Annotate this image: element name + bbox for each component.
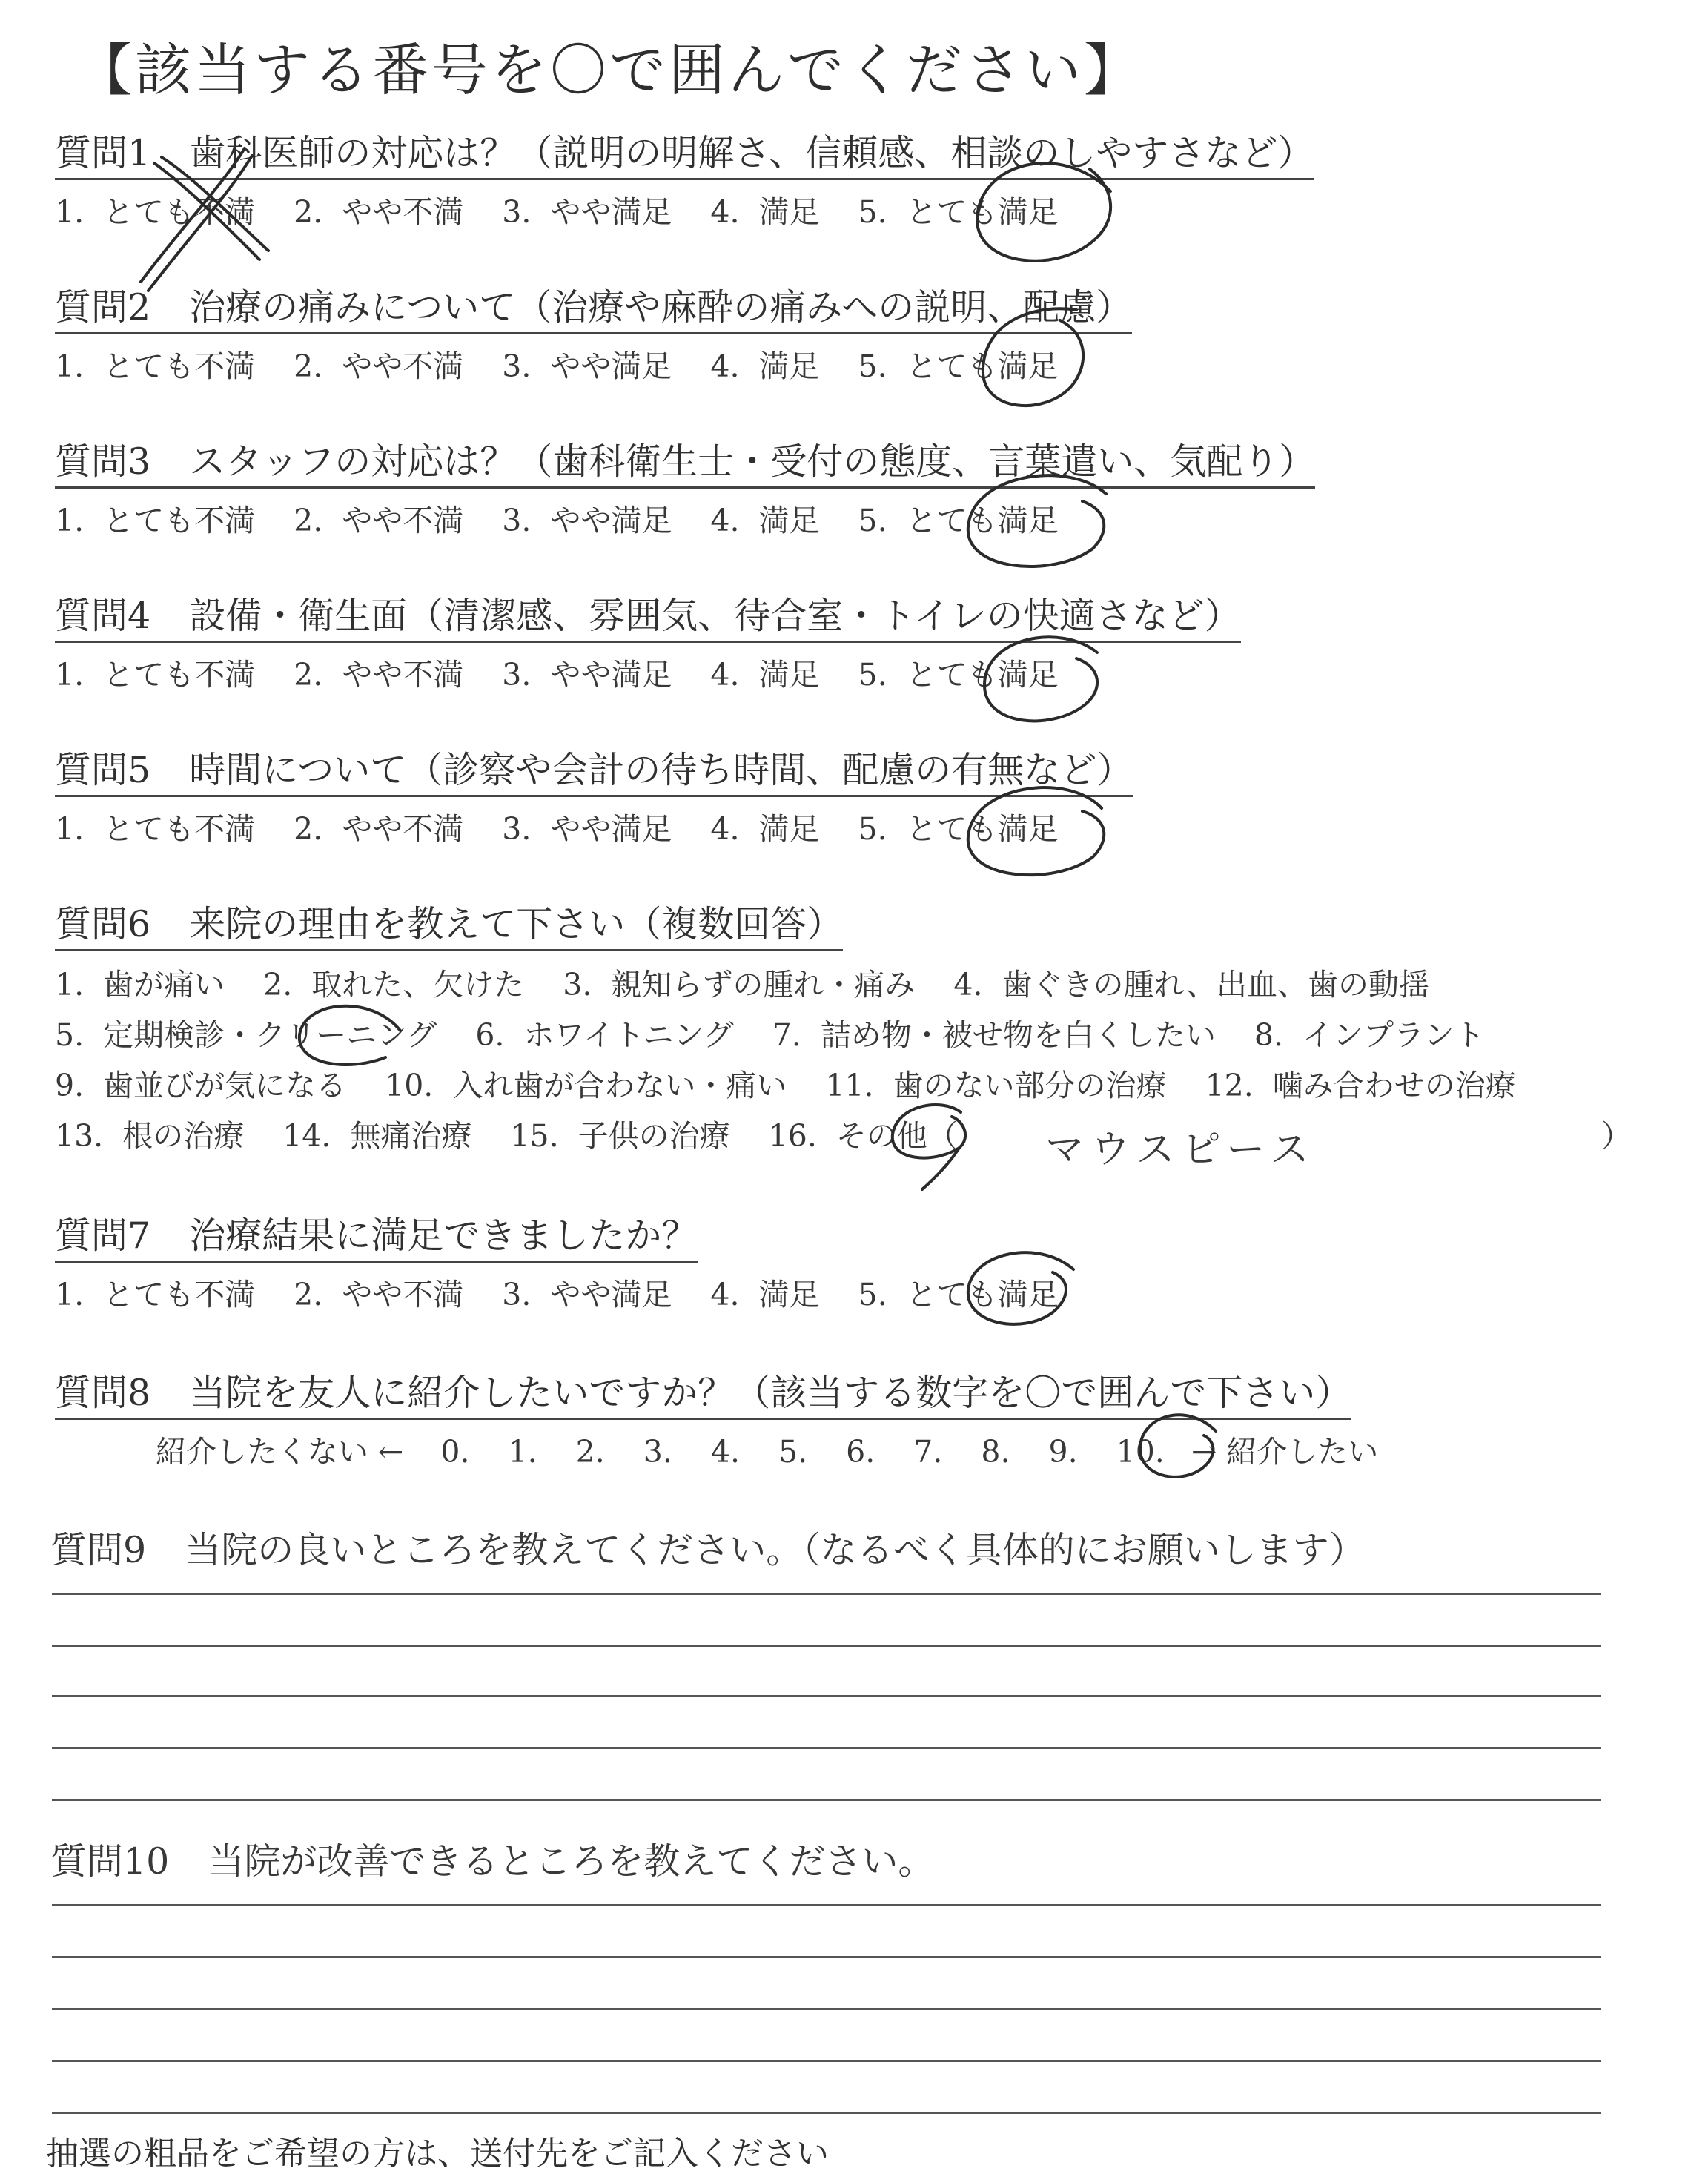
question-number: 質問7 xyxy=(55,1215,151,1257)
option-number: 4. xyxy=(710,811,740,847)
question-5-title xyxy=(55,750,1133,797)
question-text: 来院の理由を教えて下さい（複数回答） xyxy=(189,903,844,945)
option-label: 満足 xyxy=(758,811,820,847)
scale-value: 3. xyxy=(643,1434,672,1470)
option-label: やや不満 xyxy=(342,1277,464,1312)
question-number: 質問10 xyxy=(50,1840,170,1883)
pen-tick xyxy=(922,1148,959,1189)
option-number: 2. xyxy=(294,811,323,847)
option-number: 5. xyxy=(858,348,887,384)
option-label: やや満足 xyxy=(550,503,672,538)
scale-value: 5. xyxy=(778,1434,808,1470)
option-label: やや満足 xyxy=(550,811,672,847)
option-number: 1. xyxy=(55,503,85,538)
option-number: 3. xyxy=(502,811,532,847)
question-number: 質問8 xyxy=(55,1372,151,1414)
question-number: 質問6 xyxy=(55,903,151,945)
option-label: とても不満 xyxy=(103,811,256,847)
option-number: 3. xyxy=(563,967,592,1002)
option-label: 満足 xyxy=(758,1277,820,1312)
option-number: 9. xyxy=(55,1068,85,1103)
question-6-row-4 xyxy=(55,1120,958,1153)
option-label: 歯並びが気になる xyxy=(103,1068,347,1103)
option-number: 2. xyxy=(294,1277,323,1312)
option-number: 1. xyxy=(55,1277,85,1312)
question-text: 当院の良いところを教えてください。（なるべく具体的にお願いします） xyxy=(185,1529,1366,1571)
question-text: 時間について（診察や会計の待ち時間、配慮の有無など） xyxy=(189,749,1133,791)
option-label: 噛み合わせの治療 xyxy=(1272,1068,1516,1103)
option-label: その他（ xyxy=(835,1118,958,1154)
question-4-options xyxy=(55,658,1097,692)
option-label: とても満足 xyxy=(906,194,1059,230)
option-label: とても不満 xyxy=(103,348,256,384)
option-number: 3. xyxy=(502,657,532,693)
option-label: とても不満 xyxy=(103,657,256,693)
option-number: 3. xyxy=(502,194,532,230)
option-number: 4. xyxy=(710,503,740,538)
option-label: 根の治療 xyxy=(122,1118,245,1154)
scale-value: 7. xyxy=(913,1434,943,1470)
option-number: 5. xyxy=(55,1017,85,1053)
scale-value: 2. xyxy=(575,1434,605,1470)
option-number: 4. xyxy=(953,967,983,1002)
option-number: 5. xyxy=(858,194,887,230)
option-label: 入れ歯が合わない・痛い xyxy=(452,1068,787,1103)
option-label: とても満足 xyxy=(906,811,1059,847)
question-3-options xyxy=(55,504,1097,538)
option-number: 3. xyxy=(502,348,532,384)
option-number: 16. xyxy=(768,1118,817,1154)
option-number: 2. xyxy=(294,503,323,538)
option-number: 4. xyxy=(710,348,740,384)
question-text: 治療の痛みについて（治療や麻酔の痛みへの説明、配慮） xyxy=(189,286,1133,328)
option-label: とても不満 xyxy=(103,1277,256,1312)
option-number: 1. xyxy=(55,348,85,384)
option-label: やや不満 xyxy=(342,657,464,693)
answer-line xyxy=(52,2112,1601,2114)
option-number: 4. xyxy=(710,657,740,693)
option-label: 取れた、欠けた xyxy=(311,967,525,1002)
question-8-title xyxy=(55,1373,1351,1420)
option-number: 2. xyxy=(294,657,323,693)
option-label: 満足 xyxy=(758,348,820,384)
answer-line xyxy=(52,1593,1601,1595)
option-label: 定期検診・クリーニング xyxy=(103,1017,437,1053)
question-2-title xyxy=(55,288,1132,334)
option-label: 親知らずの腫れ・痛み xyxy=(611,967,916,1002)
question-6-title xyxy=(55,905,843,951)
option-number: 5. xyxy=(858,503,887,538)
option-number: 1. xyxy=(55,811,85,847)
option-number: 8. xyxy=(1254,1017,1283,1053)
option-label: とても満足 xyxy=(906,348,1059,384)
question-text: 当院を友人に紹介したいですか？（該当する数字を〇で囲んで下さい） xyxy=(189,1372,1352,1414)
question-6-row-3 xyxy=(55,1069,1555,1103)
option-label: やや不満 xyxy=(342,194,464,230)
scale-value: 4. xyxy=(710,1434,741,1470)
question-1-options xyxy=(55,196,1097,229)
option-number: 2. xyxy=(294,194,323,230)
option-label: やや満足 xyxy=(550,348,672,384)
option-label: とても満足 xyxy=(906,657,1059,693)
question-4-title xyxy=(55,596,1241,643)
option-number: 11. xyxy=(825,1068,874,1103)
option-number: 1. xyxy=(55,194,85,230)
other-close-paren: ） xyxy=(1601,1118,1632,1154)
question-1-title xyxy=(55,133,1314,180)
scale-value: 6. xyxy=(846,1434,875,1470)
answer-line xyxy=(52,1956,1601,1958)
option-label: やや満足 xyxy=(550,657,672,693)
option-number: 4. xyxy=(710,1277,740,1312)
option-label: やや満足 xyxy=(550,1277,672,1312)
answer-line xyxy=(52,2008,1601,2010)
option-label: インプラント xyxy=(1302,1017,1485,1053)
option-number: 6. xyxy=(475,1017,505,1053)
option-number: 2. xyxy=(294,348,323,384)
scale-left-label: 紹介したくない ← xyxy=(156,1434,404,1470)
question-text: 歯科医師の対応は？（説明の明解さ、信頼感、相談のしやすさなど） xyxy=(189,132,1314,174)
question-5-options xyxy=(55,813,1097,846)
question-number: 質問3 xyxy=(55,440,151,483)
option-number: 10. xyxy=(385,1068,434,1103)
option-label: やや満足 xyxy=(550,194,672,230)
option-label: とても満足 xyxy=(906,1277,1059,1312)
option-label: 満足 xyxy=(758,657,820,693)
question-9-title xyxy=(50,1530,1366,1570)
option-label: とても満足 xyxy=(906,503,1059,538)
question-3-title xyxy=(55,442,1315,489)
option-label: 歯のない部分の治療 xyxy=(893,1068,1167,1103)
question-text: 設備・衛生面（清潔感、雰囲気、待合室・トイレの快適さなど） xyxy=(189,595,1241,637)
option-number: 12. xyxy=(1205,1068,1254,1103)
option-label: 子供の治療 xyxy=(577,1118,730,1154)
option-number: 1. xyxy=(55,967,85,1002)
handwritten-other-answer: マウスピース xyxy=(1045,1128,1317,1172)
option-number: 15. xyxy=(510,1118,559,1154)
scale-value: 0. xyxy=(440,1434,470,1470)
option-number: 1. xyxy=(55,657,85,693)
footer-note: 抽選の粗品をご希望の方は、送付先をご記入ください xyxy=(46,2135,829,2173)
scale-value: 9. xyxy=(1048,1434,1078,1470)
answer-line xyxy=(52,2060,1601,2062)
question-6-row-1 xyxy=(55,968,1468,1002)
scale-value: 10. xyxy=(1116,1434,1165,1470)
scale-value: 8. xyxy=(981,1434,1010,1470)
question-text: スタッフの対応は？（歯科衛生士・受付の態度、言葉遣い、気配り） xyxy=(189,440,1316,483)
question-number: 質問4 xyxy=(55,595,151,637)
option-number: 5. xyxy=(858,811,887,847)
answer-line xyxy=(52,1645,1601,1647)
option-number: 7. xyxy=(772,1017,801,1053)
scale-value: 1. xyxy=(508,1434,537,1470)
option-label: とても不満 xyxy=(103,194,256,230)
option-label: とても不満 xyxy=(103,503,256,538)
answer-line xyxy=(52,1904,1601,1906)
option-label: 満足 xyxy=(758,194,820,230)
option-label: 歯が痛い xyxy=(103,967,225,1002)
option-number: 3. xyxy=(502,503,532,538)
option-label: やや不満 xyxy=(342,503,464,538)
question-number: 質問2 xyxy=(55,286,151,328)
question-text: 当院が改善できるところを教えてください。 xyxy=(208,1840,935,1883)
question-number: 質問5 xyxy=(55,749,151,791)
option-number: 5. xyxy=(858,1277,887,1312)
answer-line xyxy=(52,1695,1601,1697)
option-number: 4. xyxy=(710,194,740,230)
option-number: 2. xyxy=(263,967,293,1002)
question-7-title xyxy=(55,1216,698,1263)
question-10-title xyxy=(50,1842,934,1882)
option-label: 歯ぐきの腫れ、出血、歯の動揺 xyxy=(1002,967,1429,1002)
option-label: やや不満 xyxy=(342,348,464,384)
option-label: 満足 xyxy=(758,503,820,538)
option-number: 5. xyxy=(858,657,887,693)
question-number: 質問1 xyxy=(55,132,151,174)
answer-line xyxy=(52,1799,1601,1801)
option-label: ホワイトニング xyxy=(523,1017,734,1053)
question-7-options xyxy=(55,1278,1097,1312)
question-8-scale xyxy=(156,1435,1378,1469)
option-number: 3. xyxy=(502,1277,532,1312)
scale-right-label: → 紹介したい xyxy=(1191,1434,1379,1470)
option-label: 詰め物・被せ物を白くしたい xyxy=(820,1017,1216,1053)
option-label: やや不満 xyxy=(342,811,464,847)
option-number: 14. xyxy=(282,1118,331,1154)
question-6-row-2 xyxy=(55,1019,1523,1052)
answer-line xyxy=(52,1747,1601,1749)
option-label: 無痛治療 xyxy=(350,1118,472,1154)
question-text: 治療結果に満足できましたか？ xyxy=(189,1215,698,1257)
question-2-options xyxy=(55,350,1097,383)
option-number: 13. xyxy=(55,1118,104,1154)
page-title: 【該当する番号を〇で囲んでください】 xyxy=(76,37,1143,103)
question-number: 質問9 xyxy=(50,1529,147,1571)
